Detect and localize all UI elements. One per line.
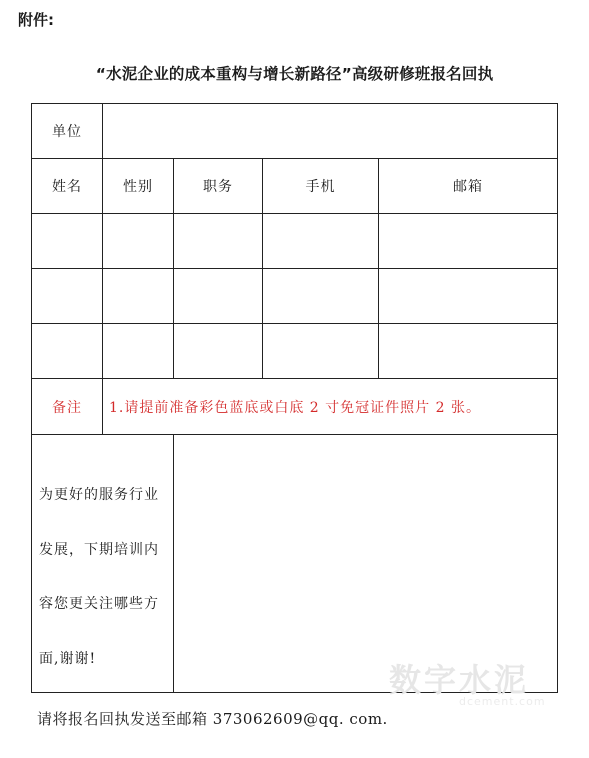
table-cell[interactable] <box>379 269 558 324</box>
registration-form-table <box>31 103 558 693</box>
table-cell[interactable] <box>379 324 558 379</box>
table-cell[interactable] <box>103 214 174 269</box>
table-row <box>32 269 558 324</box>
column-header-email: 邮箱 <box>379 159 558 214</box>
feedback-input-cell[interactable] <box>174 435 558 693</box>
remark-label: 备注 <box>32 379 103 435</box>
unit-input-cell[interactable] <box>103 104 558 159</box>
table-row <box>32 324 558 379</box>
table-cell[interactable] <box>379 214 558 269</box>
table-cell[interactable] <box>103 324 174 379</box>
column-header-position: 职务 <box>174 159 263 214</box>
table-cell[interactable] <box>174 324 263 379</box>
feedback-prompt: 为更好的服务行业发展，下期培训内容您更关注哪些方面,谢谢! <box>32 435 174 693</box>
column-header-gender: 性别 <box>103 159 174 214</box>
remark-row <box>32 379 558 435</box>
unit-row <box>32 104 558 159</box>
table-cell[interactable] <box>32 269 103 324</box>
column-header-phone: 手机 <box>263 159 379 214</box>
table-cell[interactable] <box>32 214 103 269</box>
table-cell[interactable] <box>263 269 379 324</box>
remark-text: 1.请提前准备彩色蓝底或白底 2 寸免冠证件照片 2 张。 <box>103 379 558 435</box>
attachment-label: 附件: <box>18 11 54 29</box>
table-cell[interactable] <box>174 269 263 324</box>
table-cell[interactable] <box>103 269 174 324</box>
table-cell[interactable] <box>174 214 263 269</box>
feedback-row <box>32 435 558 693</box>
column-header-name: 姓名 <box>32 159 103 214</box>
unit-label: 单位 <box>32 104 103 159</box>
table-row <box>32 214 558 269</box>
footer-instruction: 请将报名回执发送至邮箱 373062609@qq. com. <box>37 710 388 728</box>
form-title: “水泥企业的成本重构与增长新路径”高级研修班报名回执 <box>95 65 494 83</box>
table-cell[interactable] <box>263 324 379 379</box>
table-cell[interactable] <box>32 324 103 379</box>
watermark-logo: 数字水泥 <box>389 661 530 699</box>
table-cell[interactable] <box>263 214 379 269</box>
table-header-row <box>32 159 558 214</box>
watermark-url: dcement.com <box>459 695 546 708</box>
